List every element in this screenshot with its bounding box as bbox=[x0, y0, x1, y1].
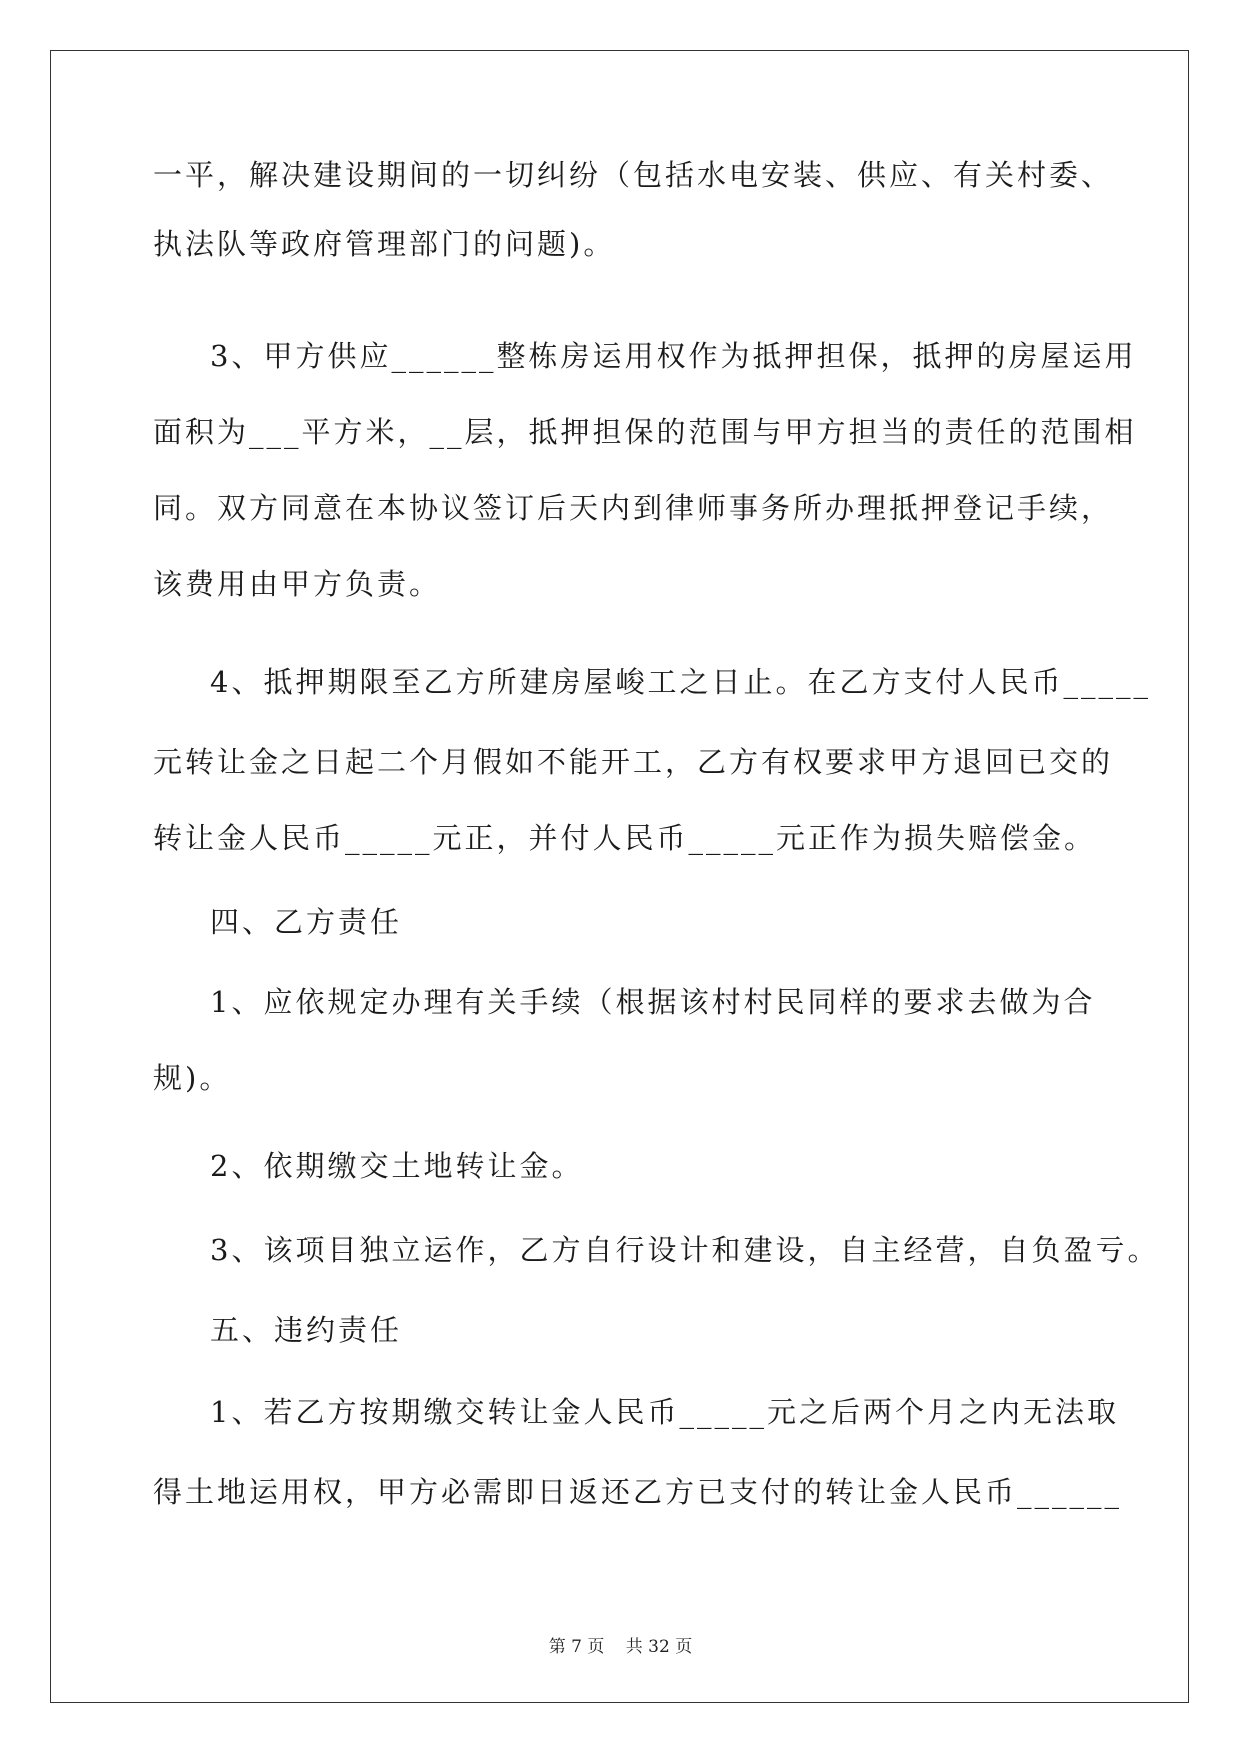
paragraph-4: 4、抵押期限至乙方所建房屋峻工之日止。在乙方支付人民币_____ bbox=[210, 665, 1151, 699]
text-line: 元转让金之日起二个月假如不能开工，乙方有权要求甲方退回已交的 bbox=[153, 745, 1114, 779]
page-number: 第 7 页 bbox=[548, 1637, 605, 1657]
paragraph-b3: 3、该项目独立运作，乙方自行设计和建设，自主经营，自负盈亏。 bbox=[210, 1233, 1160, 1267]
text-line: 同。双方同意在本协议签订后天内到律师事务所办理抵押登记手续， bbox=[153, 491, 1114, 525]
section-heading: 五、违约责任 bbox=[210, 1313, 403, 1347]
text-line: 一平，解决建设期间的一切纠纷（包括水电安装、供应、有关村委、 bbox=[153, 158, 1114, 192]
text-line: 得土地运用权，甲方必需即日返还乙方已支付的转让金人民币______ bbox=[153, 1475, 1123, 1509]
text-line: 面积为___平方米，__层，抵押担保的范围与甲方担当的责任的范围相 bbox=[153, 415, 1137, 449]
text-line: 规)。 bbox=[153, 1061, 232, 1095]
paragraph-c1: 1、若乙方按期缴交转让金人民币_____元之后两个月之内无法取 bbox=[210, 1395, 1119, 1429]
page-border bbox=[50, 50, 1189, 1703]
text-line: 该费用由甲方负责。 bbox=[153, 567, 442, 601]
page-total: 共 32 页 bbox=[625, 1637, 693, 1657]
text-line: 转让金人民币_____元正，并付人民币_____元正作为损失赔偿金。 bbox=[153, 821, 1097, 855]
paragraph-3: 3、甲方供应______整栋房运用权作为抵押担保，抵押的房屋运用 bbox=[210, 339, 1137, 373]
paragraph-b1: 1、应依规定办理有关手续（根据该村村民同样的要求去做为合 bbox=[210, 985, 1096, 1019]
section-heading: 四、乙方责任 bbox=[210, 905, 403, 939]
paragraph-b2: 2、依期缴交土地转让金。 bbox=[210, 1149, 584, 1183]
text-line: 执法队等政府管理部门的问题)。 bbox=[153, 227, 616, 261]
page-footer bbox=[0, 1632, 1241, 1657]
